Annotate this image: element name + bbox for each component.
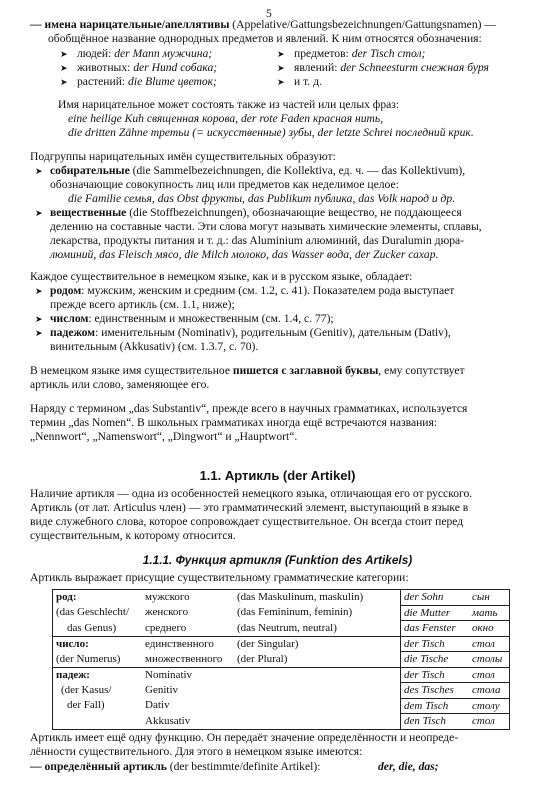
function-intro: Артикль выражает присущие существительному грамматические категории: xyxy=(30,571,409,584)
gender-line-2: прежде всего артикль (см. 1.1, ниже); xyxy=(50,298,235,311)
footer-line-2: лённости существительного. Для этого в немецком языке имеются: xyxy=(30,745,363,758)
capital-line-2: артикль или слово, заменяющее его. xyxy=(30,378,210,391)
table-row: der Fall) Dativ dem Tisch столу xyxy=(53,698,510,714)
footer-line-1: Артикль имеет ещё одну функцию. Он передаёт значение определённости и неопреде- xyxy=(30,731,459,744)
case-line-1: падежом: именительным (Nominativ), родительным (Genitiv), дательным (Dativ), xyxy=(50,326,451,339)
subgroups-intro: Подгруппы нарицательных имён существительных образуют: xyxy=(30,150,336,163)
bullet-arrow-icon: ➤ xyxy=(277,77,285,87)
material-line-3: лекарства, продукты питания и т. д.: das Aluminium алюминий, das Duralumin дюра- xyxy=(50,234,465,247)
table-row: (das Geschlecht/ женского (das Femininum, feminin) die Mutter мать xyxy=(53,605,510,621)
phrase-examples-2: die dritten Zähne третьи (= искусственные) зубы, der letzte Schrei последний крик. xyxy=(68,126,474,139)
article-line-1: Наличие артикля — одна из особенностей немецкого языка, отличающая его от русского. xyxy=(30,487,473,500)
bullet-arrow-icon: ➤ xyxy=(35,328,43,338)
intro-line-1: — имена нарицательные/апеллятивы (Appelative/Gattungsbezeichnungen/Gattungsnamen) — xyxy=(30,18,496,31)
bullet-arrow-icon: ➤ xyxy=(35,286,43,296)
material-line-2: делению на составные части. Эти слова могут называть химические элементы, сплавы, xyxy=(50,220,482,233)
number-line: числом: единственным и множественным (см. 1.4, с. 77); xyxy=(50,312,334,325)
example-objects: предметов: der Tisch стол; xyxy=(294,47,426,60)
section-heading: 1.1. Артикль (der Artikel) xyxy=(199,468,356,483)
definite-article-forms: der, die, das; xyxy=(378,760,439,773)
table-row: число: единственного (der Singular) der Tisch стол xyxy=(53,636,510,652)
terms-line-1: Наряду с термином „das Substantiv“, прежде всего в научных грамматиках, используется xyxy=(30,402,468,415)
bullet-arrow-icon: ➤ xyxy=(60,77,68,87)
phrase-intro: Имя нарицательное может состоять также из частей или целых фраз: xyxy=(58,98,400,111)
table-row: Akkusativ den Tisch стол xyxy=(53,714,510,730)
footer-line-3: — определённый артикль (der bestimmte/definite Artikel): xyxy=(30,760,321,773)
bullet-arrow-icon: ➤ xyxy=(277,49,285,59)
phrase-examples-1: eine heilige Kuh священная корова, der rote Faden красная нить, xyxy=(68,112,384,125)
intro-line-2: обобщённое название однородных предметов и явлений. К ним относятся обозначения: xyxy=(48,32,482,45)
capital-line-1: В немецком языке имя существительное пишется с заглавной буквы, ему сопутствует xyxy=(30,364,465,377)
bullet-arrow-icon: ➤ xyxy=(35,314,43,324)
collective-line-2: обозначающие совокупность лиц или предметов как неделимое целое: xyxy=(50,178,399,191)
example-phenomena: явлений: der Schneesturm снежная буря xyxy=(294,61,489,74)
example-plants: растений: die Blume цветок; xyxy=(77,75,217,88)
collective-examples: die Familie семья, das Obst фрукты, das Publikum публика, das Volk народ и др. xyxy=(68,192,456,205)
table-row: падеж: Nominativ der Tisch стол xyxy=(53,667,510,683)
grammar-table xyxy=(52,589,510,730)
case-line-2: винительным (Akkusativ) (см. 1.3.7, с. 70). xyxy=(50,340,259,353)
bullet-arrow-icon: ➤ xyxy=(35,166,43,176)
terms-line-2: термин „das Nomen“. В школьных грамматиках иногда ещё встречаются названия: xyxy=(30,416,438,429)
collective-line-1: собирательные (die Sammelbezeichnungen, die Kollektiva, ед. ч. — das Kollektivum), xyxy=(50,164,466,177)
material-line-4: люминий, das Fleisch мясо, die Milch молоко, das Wasser вода, der Zucker сахар. xyxy=(50,248,439,261)
example-etc: и т. д. xyxy=(294,75,322,88)
article-line-4: существительным, к которому относится. xyxy=(30,529,236,542)
subsection-heading: 1.1.1. Функция артикля (Funktion des Artikels) xyxy=(142,553,413,567)
categories-intro: Каждое существительное в немецком языке, как и в русском языке, обладает: xyxy=(30,270,413,283)
table-row: род: мужского (das Maskulinum, maskulin) der Sohn сын xyxy=(53,590,510,606)
gender-line-1: родом: мужским, женским и средним (см. 1.2, с. 41). Показателем рода выступает xyxy=(50,284,455,297)
bullet-arrow-icon: ➤ xyxy=(60,63,68,73)
table-row: (der Numerus) множественного (der Plural) die Tische столы xyxy=(53,652,510,668)
page-number: 5 xyxy=(266,8,272,20)
bullet-arrow-icon: ➤ xyxy=(35,208,43,218)
material-line-1: вещественные (die Stoffbezeichnungen), обозначающие вещество, не поддающееся xyxy=(50,206,462,219)
table-row: das Genus) среднего (das Neutrum, neutral) das Fenster окно xyxy=(53,621,510,637)
example-animals: животных: der Hund собака; xyxy=(77,61,218,74)
bullet-arrow-icon: ➤ xyxy=(277,63,285,73)
article-line-2: Артикль (от лат. Articulus член) — это грамматический элемент, выступающий в языке в xyxy=(30,501,469,514)
terms-line-3: „Nennwort“, „Namenswort“, „Dingwort“ и „Hauptwort“. xyxy=(30,430,298,443)
example-people: людей: der Mann мужчина; xyxy=(77,47,213,60)
article-line-3: виде служебного слова, которое сопровождает существительное. Он всегда стоит перед xyxy=(30,515,464,528)
table-row: (der Kasus/ Genitiv des Tisches стола xyxy=(53,683,510,699)
bullet-arrow-icon: ➤ xyxy=(60,49,68,59)
